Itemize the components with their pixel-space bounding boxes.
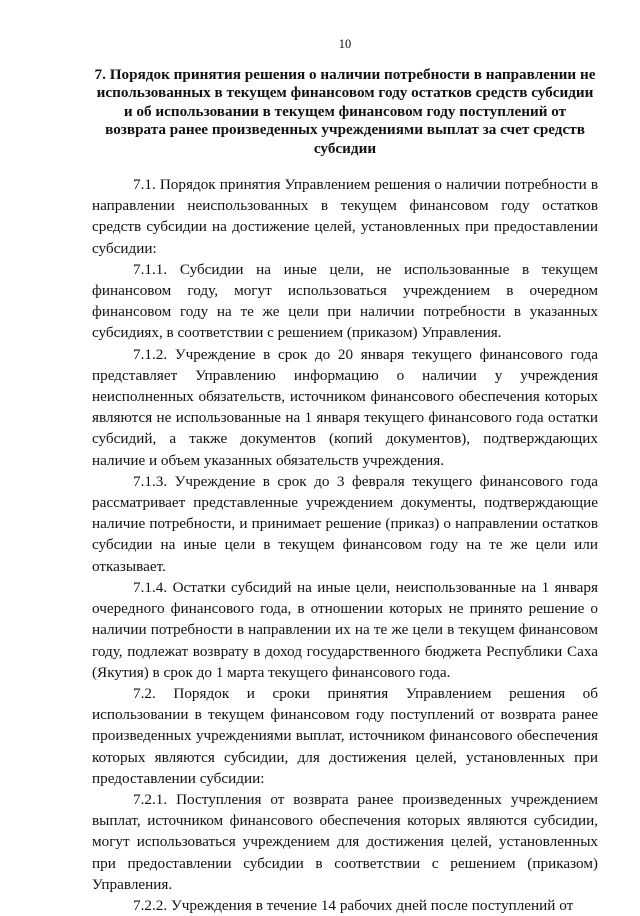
paragraph-7-1: 7.1. Порядок принятия Управлением решения о наличии потребности в направлении неиспользованных в текущем финансовом году остатков средств субсидии на достижение целей, установленных при предоставлении субсидии: — [92, 176, 598, 257]
document-body — [92, 174, 598, 916]
paragraph-7-2-2: 7.2.2. Учреждения в течение 14 рабочих дней после поступлений от — [133, 896, 574, 914]
paragraph-7-1-3: 7.1.3. Учреждение в срок до 3 февраля текущего финансового года рассматривает представленные учреждением документы, подтверждающие наличие потребности, и принимает решение (приказ) о направлении остатков субсидии на иные цели в текущем финансовом году на те же цели или отказывает. — [92, 472, 598, 575]
paragraph-7-1-1: 7.1.1. Субсидии на иные цели, не использованные в текущем финансовом году, могут использоваться учреждением в очередном финансовом году на те же цели при наличии потребности в указанных субсидиях, в соответствии с решением (приказом) Управления. — [92, 260, 598, 342]
page-number: 10 — [338, 37, 352, 51]
paragraph-7-1-4: 7.1.4. Остатки субсидий на иные цели, неиспользованные на 1 января очередного финансового года, в отношении которых не принято решение о наличии потребности в направлении их на те же цели в текущем финансовом году, подлежат возврату в доход государственного бюджета Республики Саха (Якутия) в срок до 1 марта текущего финансового года. — [92, 578, 598, 681]
paragraph-7-1-2: 7.1.2. Учреждение в срок до 20 января текущего финансового года представляет Управлению информацию о наличии у учреждения неисполненных обязательств, источником финансового обеспечения которых являются не использованные на 1 января текущего финансового года остатки субсидий, а также документов (копий документов), подтверждающих наличие и объем указанных обязательств учреждения. — [92, 345, 598, 469]
paragraph-7-2: 7.2. Порядок и сроки принятия Управлением решения об использовании в текущем финансовом году поступлений от возврата ранее произведенных учреждениями выплат, источником финансового обеспечения которых являются субсидии, для достижения целей, установленных при предоставлении субсидии: — [92, 684, 598, 787]
paragraph-7-2-1: 7.2.1. Поступления от возврата ранее произведенных учреждением выплат, источником финансового обеспечения которых являются субсидии, могут использоваться учреждением для достижения целей, установленных при предоставлении субсидии в соответствии с решением (приказом) Управления. — [92, 790, 598, 893]
section-heading: 7. Порядок принятия решения о наличии потребности в направлении не использованных в текущем финансовом году остатков средств субсидии и об использовании в текущем финансовом году поступлений от возврата ранее произведенных учреждениями выплат за счет средств субсидии — [94, 66, 596, 157]
